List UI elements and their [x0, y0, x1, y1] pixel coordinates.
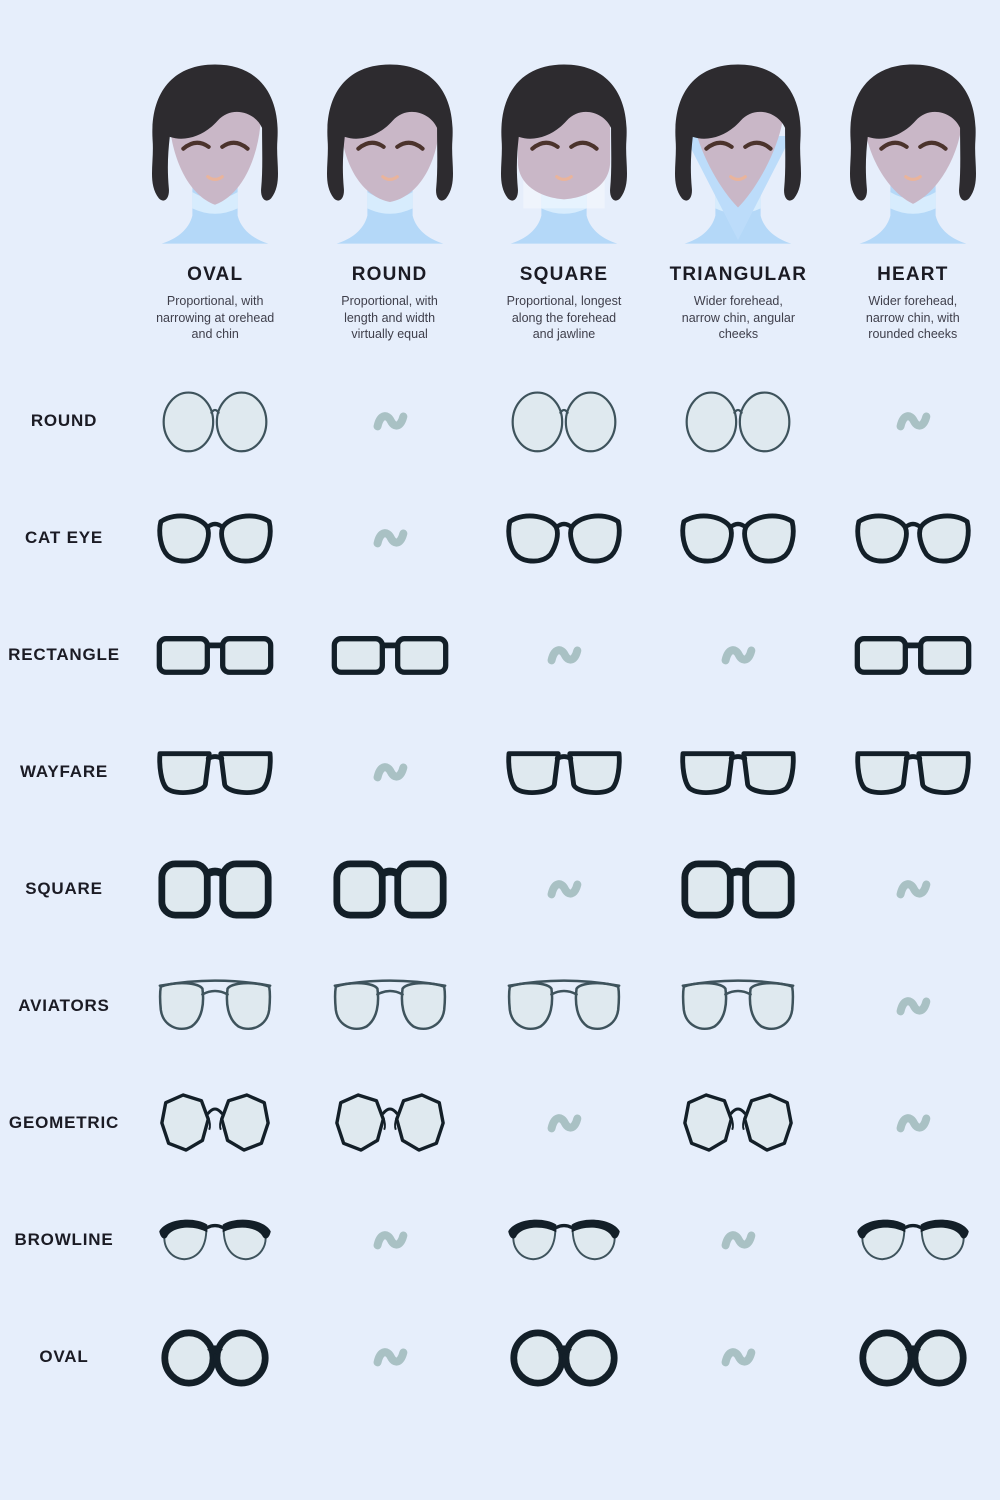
- cat-eye-glasses-icon: [477, 480, 651, 597]
- face-illustration-svg: [304, 60, 476, 250]
- face-shape-name: ROUND: [351, 264, 428, 285]
- no-match-tilde-icon: [826, 831, 1000, 948]
- rectangle-glasses-icon: [302, 597, 476, 714]
- browline-glasses-icon: [477, 1182, 651, 1299]
- frame-type-label: SQUARE: [25, 879, 103, 898]
- cat-eye-glasses-icon: [651, 480, 825, 597]
- frame-type-label: RECTANGLE: [8, 645, 120, 664]
- no-match-tilde-icon: [302, 714, 476, 831]
- no-match-tilde-icon: [477, 597, 651, 714]
- cat-eye-glasses-icon: [826, 480, 1000, 597]
- square-glasses-icon: [302, 831, 476, 948]
- browline-glasses-icon: [128, 1182, 302, 1299]
- face-shape-name: SQUARE: [519, 264, 609, 285]
- frame-type-label: CAT EYE: [24, 528, 104, 547]
- face-shape-name: TRIANGULAR: [669, 264, 808, 285]
- wayfare-glasses-icon: [651, 714, 825, 831]
- oval-glasses-icon: [826, 1299, 1000, 1416]
- face-column-triangular: [651, 58, 825, 343]
- face-column-heart: [826, 58, 1000, 343]
- frame-type-label: AVIATORS: [18, 996, 110, 1015]
- square-glasses-icon: [651, 831, 825, 948]
- no-match-tilde-icon: [302, 1182, 476, 1299]
- face-column-round: [302, 58, 476, 343]
- no-match-tilde-icon: [477, 831, 651, 948]
- no-match-tilde-icon: [651, 1299, 825, 1416]
- round-glasses-icon: [651, 363, 825, 480]
- face-illustration-svg: [652, 60, 824, 250]
- round-glasses-icon: [128, 363, 302, 480]
- geometric-glasses-icon: [302, 1065, 476, 1182]
- frame-type-label: ROUND: [30, 411, 98, 430]
- face-shape-description: Wider forehead, narrow chin, angular cheeks: [681, 294, 796, 341]
- cat-eye-glasses-icon: [128, 480, 302, 597]
- face-shape-name: HEART: [877, 264, 949, 285]
- face-shape-description: Wider forehead, narrow chin, with rounded cheeks: [865, 294, 960, 341]
- face-illustration-svg: [827, 60, 999, 250]
- round-face-icon: [302, 58, 476, 250]
- frame-type-label: BROWLINE: [14, 1230, 114, 1249]
- face-column-oval: [128, 58, 302, 343]
- face-column-square: [477, 58, 651, 343]
- no-match-tilde-icon: [302, 480, 476, 597]
- geometric-glasses-icon: [128, 1065, 302, 1182]
- face-illustration-svg: [478, 60, 650, 250]
- triangular-face-icon: [651, 58, 825, 250]
- oval-glasses-icon: [477, 1299, 651, 1416]
- header-spacer: [0, 58, 128, 343]
- round-glasses-icon: [477, 363, 651, 480]
- rectangle-glasses-icon: [826, 597, 1000, 714]
- face-shape-description: Proportional, longest along the forehead and jawline: [506, 294, 622, 341]
- face-shape-description: Proportional, with narrowing at orehead and chin: [156, 294, 275, 341]
- face-shape-description: Proportional, with length and width virtually equal: [341, 294, 438, 341]
- square-glasses-icon: [128, 831, 302, 948]
- no-match-tilde-icon: [302, 363, 476, 480]
- compatibility-grid: [0, 363, 1000, 1416]
- no-match-tilde-icon: [302, 1299, 476, 1416]
- oval-glasses-icon: [128, 1299, 302, 1416]
- frame-type-label: WAYFARE: [19, 762, 109, 781]
- no-match-tilde-icon: [477, 1065, 651, 1182]
- wayfare-glasses-icon: [826, 714, 1000, 831]
- no-match-tilde-icon: [651, 597, 825, 714]
- aviators-glasses-icon: [477, 948, 651, 1065]
- no-match-tilde-icon: [826, 1065, 1000, 1182]
- face-shape-name: OVAL: [187, 264, 244, 285]
- no-match-tilde-icon: [651, 1182, 825, 1299]
- oval-face-icon: [128, 58, 302, 250]
- aviators-glasses-icon: [302, 948, 476, 1065]
- wayfare-glasses-icon: [128, 714, 302, 831]
- aviators-glasses-icon: [651, 948, 825, 1065]
- frame-type-label: GEOMETRIC: [8, 1113, 120, 1132]
- rectangle-glasses-icon: [128, 597, 302, 714]
- no-match-tilde-icon: [826, 363, 1000, 480]
- geometric-glasses-icon: [651, 1065, 825, 1182]
- heart-face-icon: [826, 58, 1000, 250]
- no-match-tilde-icon: [826, 948, 1000, 1065]
- aviators-glasses-icon: [128, 948, 302, 1065]
- face-illustration-svg: [129, 60, 301, 250]
- face-shape-header: [0, 0, 1000, 343]
- wayfare-glasses-icon: [477, 714, 651, 831]
- frame-type-label: OVAL: [39, 1347, 89, 1366]
- square-face-icon: [477, 58, 651, 250]
- browline-glasses-icon: [826, 1182, 1000, 1299]
